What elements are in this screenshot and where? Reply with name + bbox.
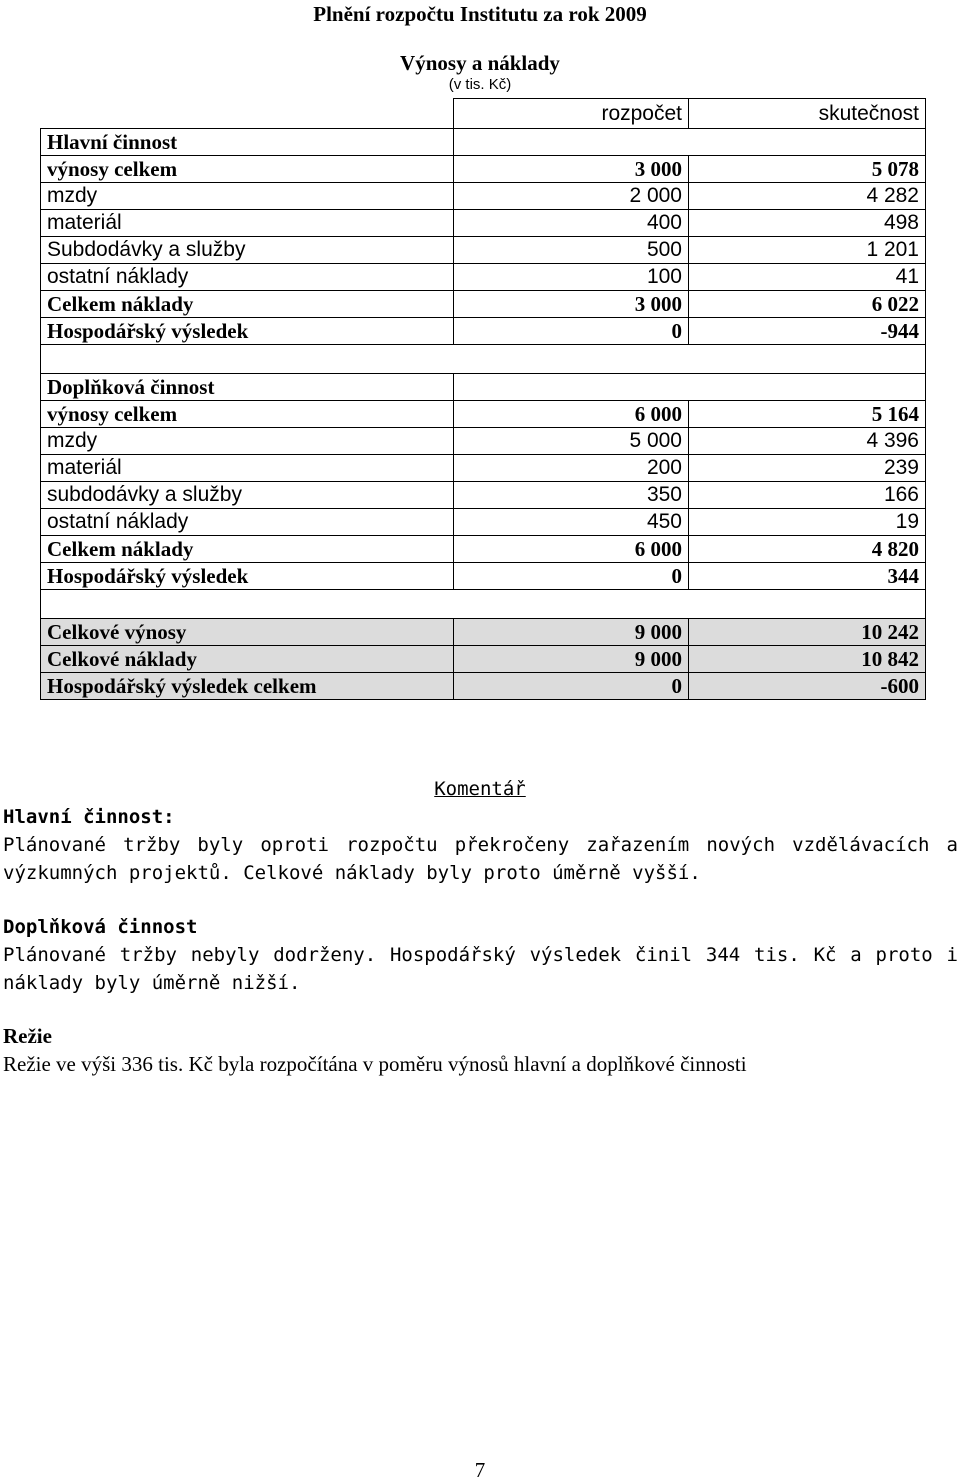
row-label: výnosy celkem [41, 156, 454, 183]
document-title: Plnění rozpočtu Institutu za rok 2009 [313, 2, 647, 26]
row-label: Celkem náklady [41, 536, 454, 563]
actual-value: 19 [689, 509, 926, 536]
actual-value: 239 [689, 455, 926, 482]
table-row [41, 237, 926, 264]
budget-value: 3 000 [454, 291, 689, 318]
budget-value: 3 000 [454, 156, 689, 183]
table-row [41, 156, 926, 183]
comment-side-text: Plánované tržby nebyly dodrženy. Hospodářský výsledek činil 344 tis. Kč a proto i náklady byly úměrně nižší. [3, 944, 958, 994]
table-row [41, 401, 926, 428]
row-label: materiál [41, 210, 454, 237]
budget-value: 2 000 [454, 183, 689, 210]
actual-value: 498 [689, 210, 926, 237]
budget-value: 350 [454, 482, 689, 509]
column-header-actual: skutečnost [689, 99, 926, 129]
budget-value: 400 [454, 210, 689, 237]
comment-side-heading: Doplňková činnost [3, 916, 198, 938]
budget-value: 500 [454, 237, 689, 264]
section-heading-side: Doplňková činnost [41, 374, 454, 401]
row-label: ostatní náklady [41, 264, 454, 291]
actual-value: 166 [689, 482, 926, 509]
table-row [41, 428, 926, 455]
section-row-side [41, 374, 926, 401]
actual-value: 6 022 [689, 291, 926, 318]
actual-value: 344 [689, 563, 926, 590]
section-heading-main: Hlavní činnost [41, 129, 454, 156]
page-number: 7 [474, 1458, 486, 1482]
actual-value: 4 396 [689, 428, 926, 455]
row-label: mzdy [41, 183, 454, 210]
total-budget-value: 9 000 [454, 646, 689, 673]
comment-title: Komentář [434, 778, 526, 800]
table-row [41, 536, 926, 563]
row-label: Hospodářský výsledek [41, 318, 454, 345]
spacer-row [41, 590, 926, 619]
total-label: Celkové výnosy [41, 619, 454, 646]
total-label: Celkové náklady [41, 646, 454, 673]
row-label: materiál [41, 455, 454, 482]
table-row [41, 455, 926, 482]
row-label: Hospodářský výsledek [41, 563, 454, 590]
total-row [41, 646, 926, 673]
total-actual-value: 10 842 [689, 646, 926, 673]
table-row [41, 509, 926, 536]
comment-main-heading: Hlavní činnost: [3, 806, 175, 828]
actual-value: 4 282 [689, 183, 926, 210]
actual-value: 4 820 [689, 536, 926, 563]
comment-section [0, 775, 960, 803]
units-note: (v tis. Kč) [448, 76, 512, 93]
budget-value: 0 [454, 563, 689, 590]
actual-value: 41 [689, 264, 926, 291]
row-label: ostatní náklady [41, 509, 454, 536]
row-label: Celkem náklady [41, 291, 454, 318]
total-row [41, 619, 926, 646]
table-row [41, 210, 926, 237]
row-label: subdodávky a služby [41, 482, 454, 509]
table-header-row [41, 99, 926, 129]
comment-overhead-text: Režie ve výši 336 tis. Kč byla rozpočítána v poměru výnosů hlavní a doplňkové činnosti [3, 1052, 747, 1076]
budget-value: 5 000 [454, 428, 689, 455]
row-label: výnosy celkem [41, 401, 454, 428]
total-row [41, 673, 926, 700]
budget-value: 100 [454, 264, 689, 291]
budget-value: 200 [454, 455, 689, 482]
row-label: mzdy [41, 428, 454, 455]
table-row [41, 291, 926, 318]
budget-table [40, 98, 926, 700]
total-budget-value: 0 [454, 673, 689, 700]
table-row [41, 264, 926, 291]
spacer-row [41, 345, 926, 374]
total-actual-value: -600 [689, 673, 926, 700]
table-title: Výnosy a náklady [400, 51, 560, 75]
table-row [41, 563, 926, 590]
budget-value: 6 000 [454, 536, 689, 563]
table-row [41, 183, 926, 210]
actual-value: 1 201 [689, 237, 926, 264]
total-label: Hospodářský výsledek celkem [41, 673, 454, 700]
row-label: Subdodávky a služby [41, 237, 454, 264]
comment-main-text: Plánované tržby byly oproti rozpočtu překročeny zařazením nových vzdělávacích a výzkumných projektů. Celkové náklady byly proto úměrně vyšší. [3, 834, 958, 884]
budget-value: 6 000 [454, 401, 689, 428]
budget-value: 450 [454, 509, 689, 536]
comment-overhead-heading: Režie [3, 1024, 52, 1048]
header-blank-cell [41, 99, 454, 129]
column-header-budget: rozpočet [454, 99, 689, 129]
total-actual-value: 10 242 [689, 619, 926, 646]
actual-value: -944 [689, 318, 926, 345]
section-row-main [41, 129, 926, 156]
table-row [41, 482, 926, 509]
budget-value: 0 [454, 318, 689, 345]
actual-value: 5 164 [689, 401, 926, 428]
table-row [41, 318, 926, 345]
actual-value: 5 078 [689, 156, 926, 183]
total-budget-value: 9 000 [454, 619, 689, 646]
